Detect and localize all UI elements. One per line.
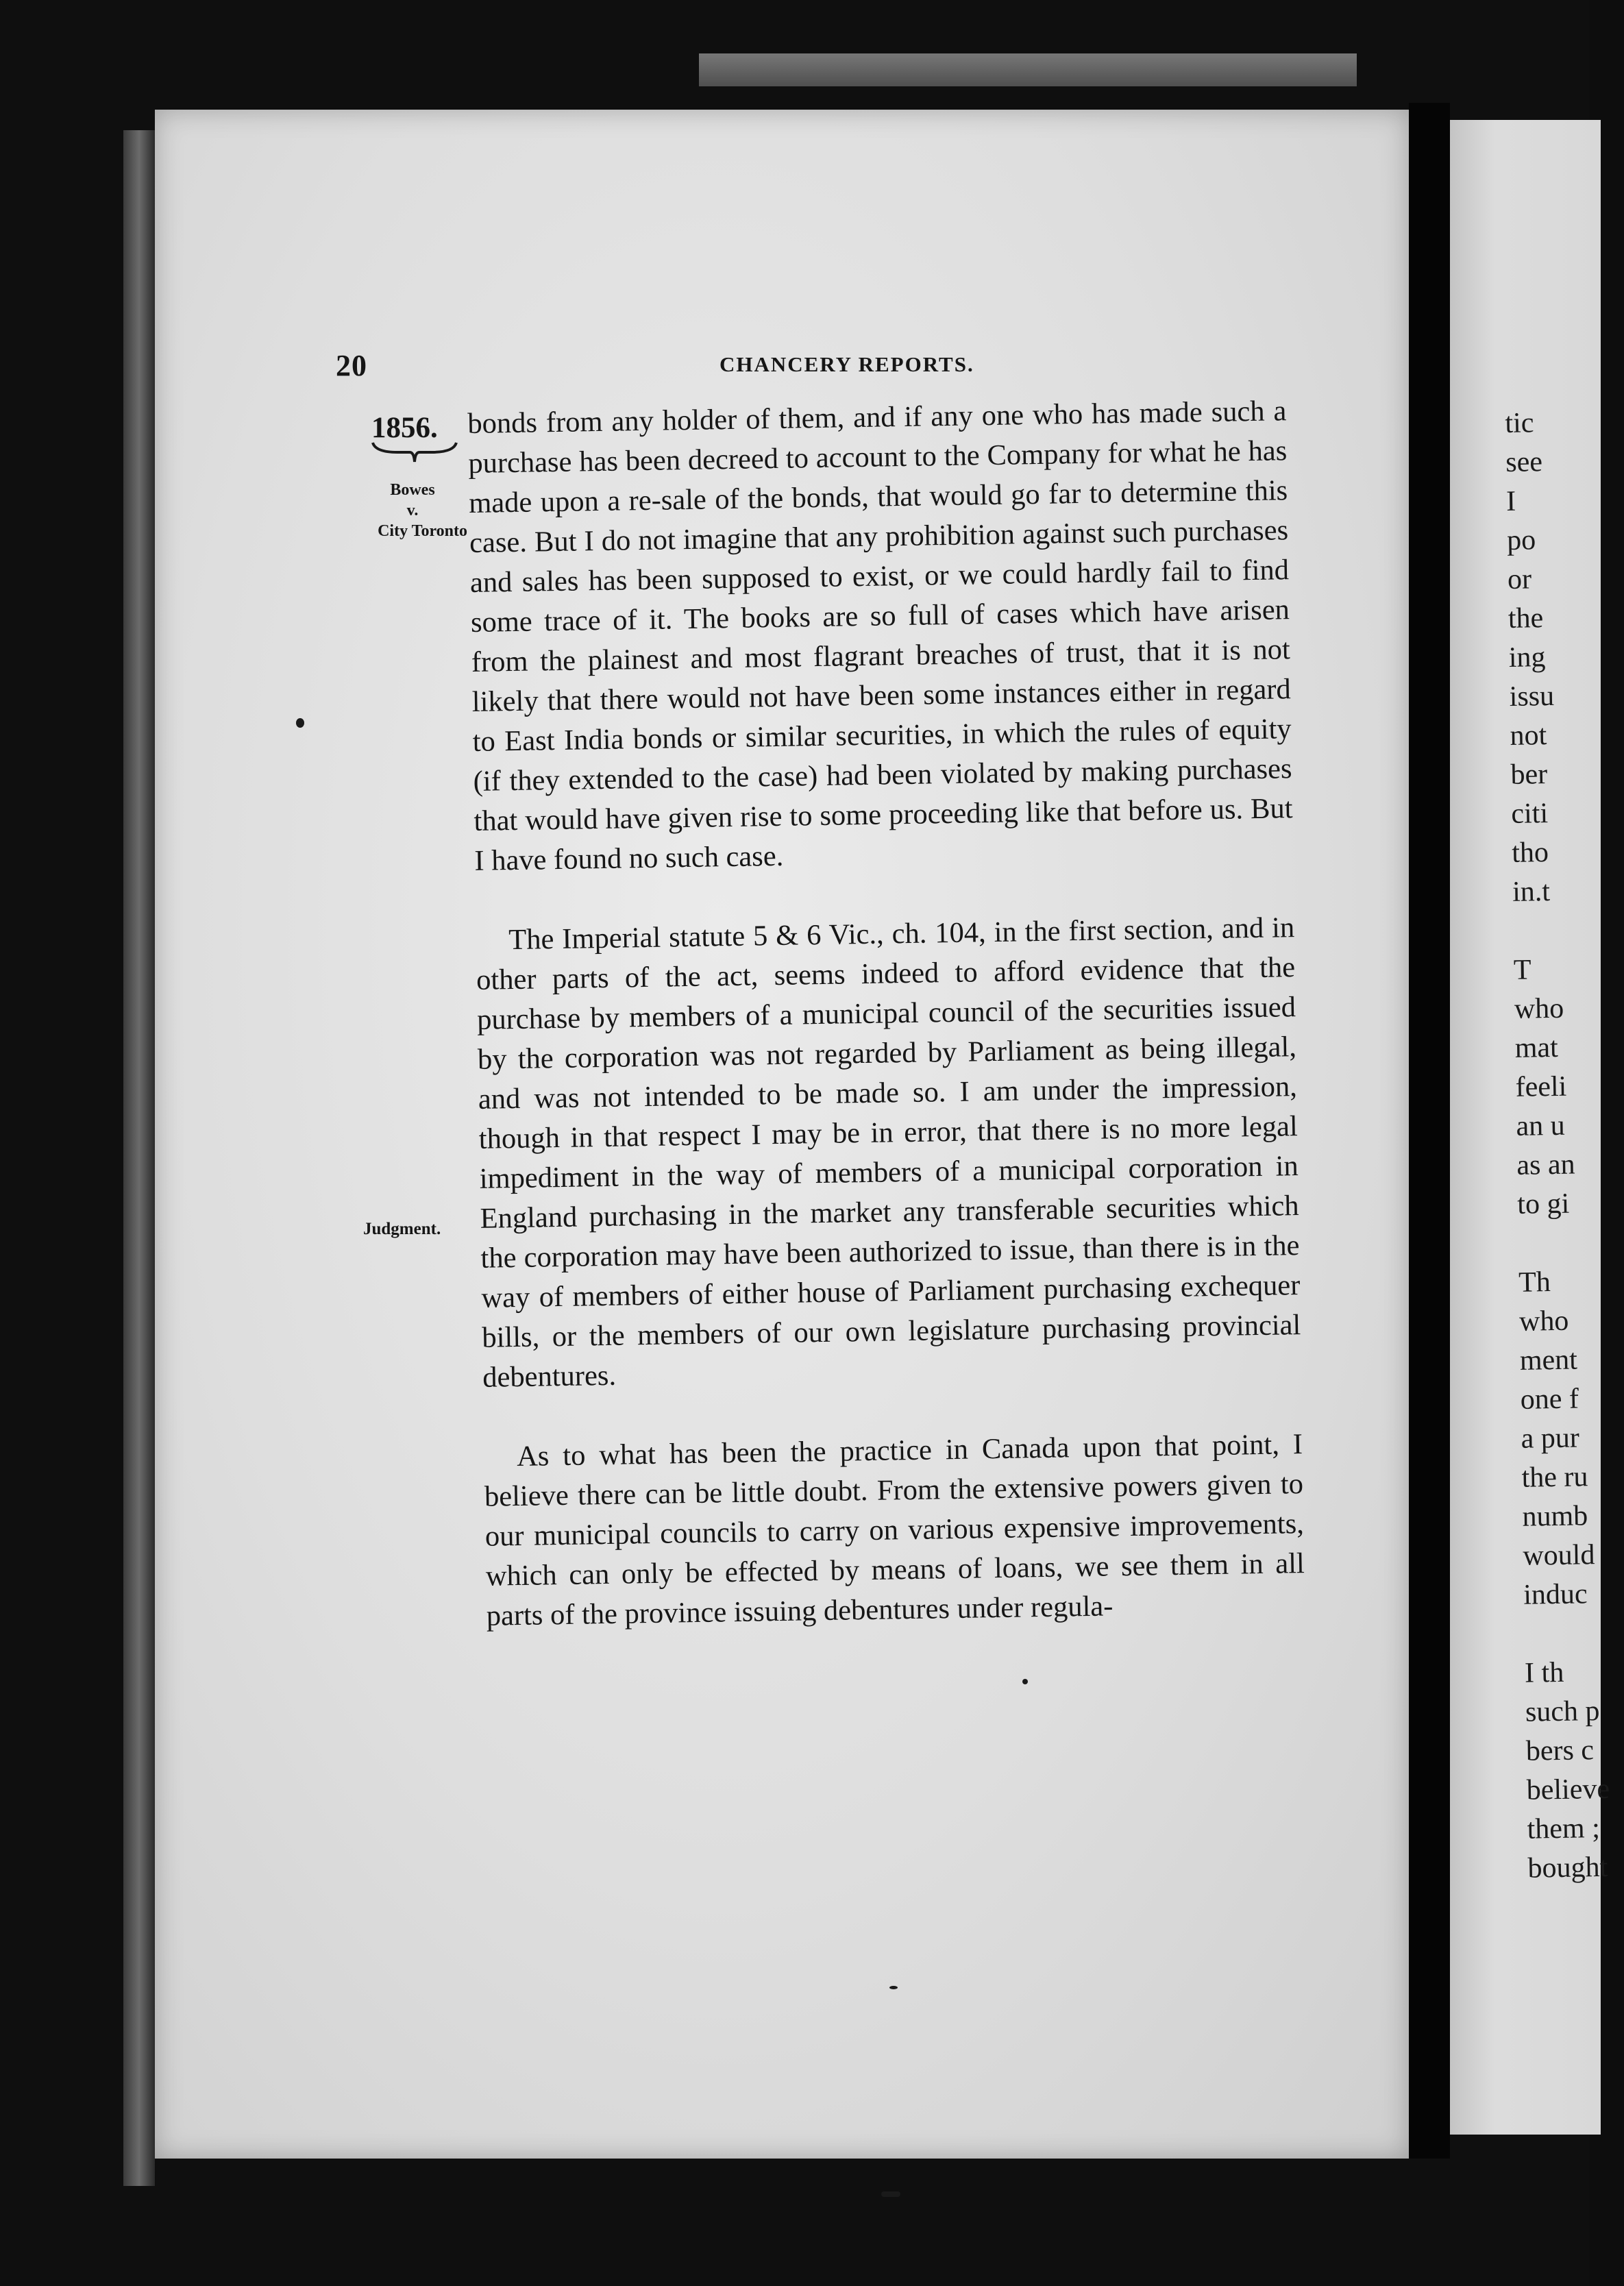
facing-page-line [1513,911,1610,951]
facing-page-line: Th [1518,1266,1551,1299]
facing-page-line: them ; [1527,1812,1601,1845]
facing-page-line: would [1523,1539,1595,1572]
running-head: CHANCERY REPORTS. [719,352,974,376]
facing-page-line: such p [1525,1695,1600,1728]
facing-page-line: see [1505,446,1543,478]
case-name-line2: v. [406,502,419,519]
facing-page-line: ber [1510,759,1548,791]
page-number: 20 [336,349,367,382]
facing-page-line: numb [1522,1500,1588,1533]
scan-top-strip [699,53,1357,86]
facing-page-line: the [1508,602,1544,635]
facing-page-line: tho [1511,837,1549,869]
facing-page-line: ment [1519,1344,1578,1377]
facing-page-line: to gi [1516,1188,1570,1220]
case-name-line1: Bowes [390,481,435,499]
scan-speck [889,1986,898,1989]
paragraph: bonds from any holder of them, and if any one who has made such a purchase has been decreed to account to the Company for what he has made upon a re-sale of the bonds, that would go far to determine this case. But I do not imagine that any prohibition against such purchases and sales has been supposed to exist, or we could hardly fail to find some trace of it. The books are so full of cases which have arisen from the plainest and most flagrant breaches of trust, that it is not likely that there would not have been some instances either in regard to East India bonds or similar securities, in which the rules of equity (if they extended to the case) had been violated by making purchases that would have given rise to some proceeding like that before us. But I have found no such case. [467,395,1293,877]
facing-page-line [1518,1223,1614,1264]
facing-page-line: feeli [1515,1070,1567,1103]
facing-page-line: the ru [1521,1461,1588,1494]
case-name [330,480,467,541]
facing-page-line: not [1510,720,1547,752]
facing-page-line: citi [1511,798,1549,830]
scan-speck [1022,1679,1028,1684]
facing-page-line: a pur [1521,1422,1580,1455]
margin-judgment-label: Judgment. [363,1220,441,1238]
facing-page-line: who [1514,992,1564,1025]
body-text [467,391,1306,1676]
facing-page-line: bers c [1525,1734,1595,1767]
scan-speck [881,2191,900,2197]
facing-page-line: ing [1508,641,1546,674]
margin-year: 1856. [371,412,438,444]
facing-page-line: mat [1514,1031,1559,1064]
facing-page-line: one f [1520,1383,1579,1416]
facing-page-line: bought [1527,1851,1608,1884]
facing-page-line: I [1505,485,1516,517]
facing-page-line: or [1507,563,1532,595]
facing-page-line: induc [1523,1578,1588,1611]
book-binding [123,130,155,2186]
brace-icon [370,439,459,466]
facing-page-line: I th [1524,1656,1564,1689]
facing-page-line: believe [1526,1773,1610,1806]
facing-page-line: as an [1516,1148,1575,1181]
facing-page-line: T [1513,954,1531,986]
facing-page-line: po [1506,524,1536,556]
case-name-line3: City Toronto [378,522,467,540]
facing-page-line: an u [1516,1109,1566,1142]
facing-page-line: in.t [1512,876,1551,908]
facing-page-line: issu [1509,680,1555,713]
paragraph: As to what has been the practice in Canada upon that point, I believe there can be little doubt. From the extensive powers given to our municipal councils to carry on various expensive improvements, which can only be effected by means of loans, we see them in all parts of the province issuing debentures under regula- [484,1428,1305,1632]
facing-page-line: who [1518,1305,1569,1338]
page-header [336,348,1418,389]
facing-page-line: tic [1505,407,1534,439]
page-gutter [1409,103,1450,2159]
facing-page-line [1524,1614,1621,1654]
paragraph: The Imperial statute 5 & 6 Vic., ch. 104, in the first section, and in other parts of the act, seems indeed to afford evidence that the purchase by members of a municipal council of the securities issued by the corporation was not regarded by Parliament as being illegal, and was not intended to be made so. I am under the impression, though in that respect I may be in error, that there is no more legal impediment in the way of members of a municipal corporation in England purchasing in the market any transferable securities which the corporation may have been authorized to issue, than there is in the way of members of either house of Parliament purchasing exchequer bills, or the members of our own legislature purchasing provincial debentures. [476,911,1301,1394]
scan-speck [296,718,304,728]
